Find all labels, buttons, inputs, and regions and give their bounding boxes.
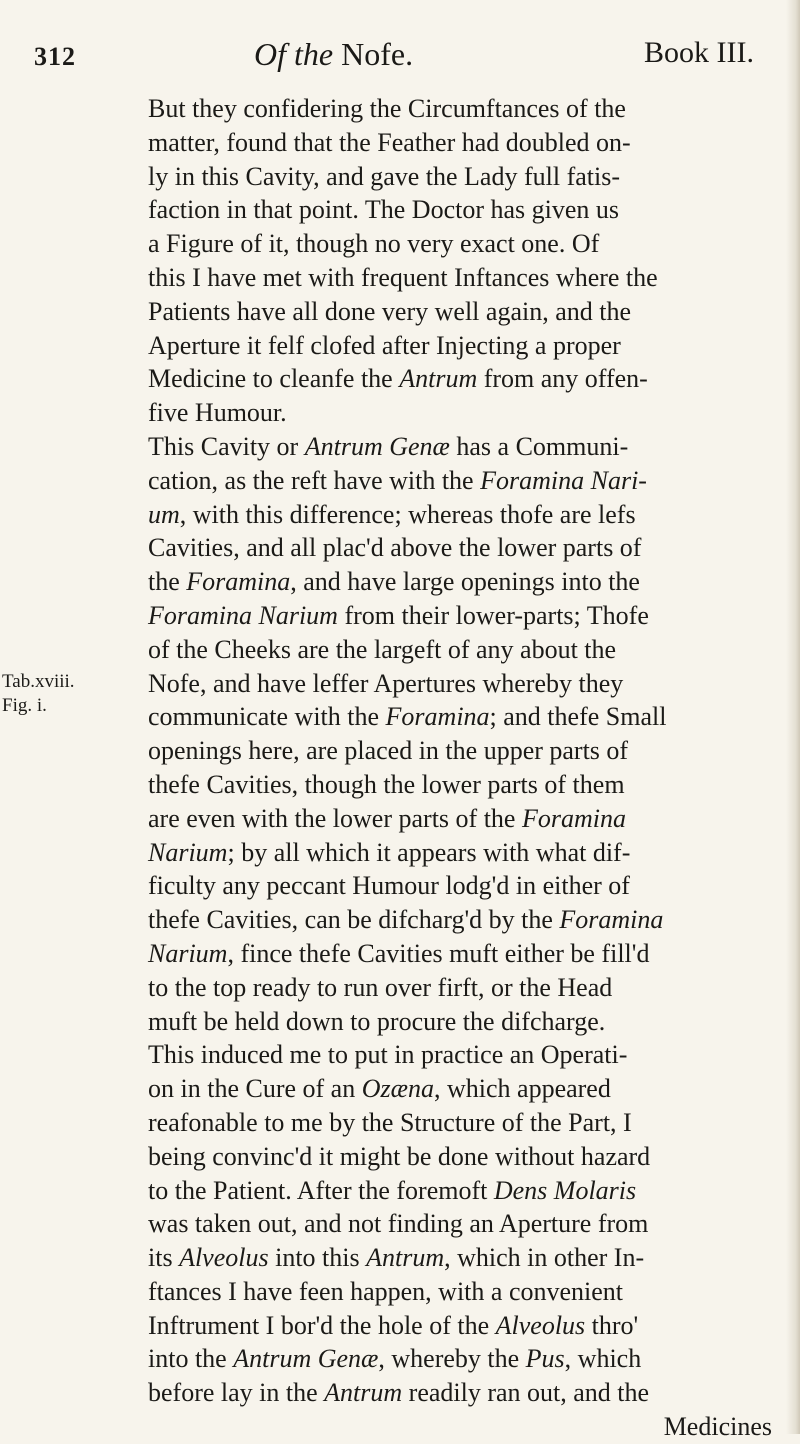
text-line xyxy=(148,802,784,836)
text-segment: cation, as the reft have with the xyxy=(148,465,481,495)
text-line xyxy=(148,1106,784,1140)
text-segment: matter, found that the Feather had doubled on- xyxy=(148,127,631,157)
text-segment: , whereby the xyxy=(378,1344,526,1374)
text-segment: reafonable to me by the Structure of the Part, I xyxy=(148,1107,632,1137)
text-line xyxy=(148,329,784,363)
italic-term: Foramina xyxy=(559,905,664,935)
italic-term: Foramina xyxy=(521,803,626,833)
italic-term: Foramina Narium xyxy=(148,600,338,630)
text-segment: its xyxy=(148,1243,180,1273)
text-segment: into the xyxy=(148,1344,234,1374)
italic-term: Ozæna xyxy=(361,1074,434,1104)
text-line xyxy=(148,1410,784,1444)
text-segment: thefe Cavities, can be difcharg'd by the xyxy=(148,905,560,935)
book-label: Book III. xyxy=(644,36,754,69)
text-segment: to the Patient. After the foremoft xyxy=(148,1175,494,1205)
text-segment: ficulty any peccant Humour lodg'd in either of xyxy=(148,871,630,901)
text-line xyxy=(148,903,784,937)
italic-term: Alveolus xyxy=(179,1243,269,1273)
text-line xyxy=(148,768,784,802)
text-segment: muft be held down to procure the difcharge. xyxy=(148,1006,606,1036)
text-segment: , which appeared xyxy=(433,1074,611,1104)
italic-term: Antrum Genæ xyxy=(233,1344,379,1374)
text-line xyxy=(148,1005,784,1039)
text-line xyxy=(148,1342,784,1376)
italic-term: Alveolus xyxy=(495,1310,586,1340)
text-line xyxy=(148,464,784,498)
running-title xyxy=(254,36,413,73)
text-segment: Cavities, and all plac'd above the lower parts of xyxy=(148,533,642,563)
text-segment: , which xyxy=(564,1344,642,1374)
text-line xyxy=(148,565,784,599)
italic-term: Antrum xyxy=(324,1378,403,1408)
text-segment: has a Communi- xyxy=(449,431,629,461)
text-line xyxy=(148,599,784,633)
text-segment: Nofe, and have leffer Apertures whereby they xyxy=(148,668,624,698)
italic-term: Foramina xyxy=(186,567,291,597)
text-segment: into this xyxy=(268,1243,367,1273)
text-segment: readily ran out, and the xyxy=(402,1378,650,1408)
text-segment: , which in other In- xyxy=(444,1243,645,1273)
text-segment: , with this difference; whereas thofe are lefs xyxy=(179,499,636,529)
text-segment: Aperture it felf clofed after Injecting a proper xyxy=(148,330,621,360)
text-line xyxy=(148,869,784,903)
italic-term: Foramina xyxy=(385,702,490,732)
text-line xyxy=(148,1309,784,1343)
text-segment: from any offen- xyxy=(477,364,648,394)
text-segment: to the top ready to run over firft, or the Head xyxy=(148,972,613,1002)
text-line xyxy=(148,700,784,734)
text-line xyxy=(148,836,784,870)
text-line xyxy=(148,531,784,565)
text-line xyxy=(148,1038,784,1072)
text-segment: was taken out, and not finding an Aperture from xyxy=(148,1209,649,1239)
text-line xyxy=(148,1207,784,1241)
text-segment: ly in this Cavity, and gave the Lady full fatis- xyxy=(148,161,620,191)
body-text xyxy=(148,92,784,1444)
page-number: 312 xyxy=(34,42,76,71)
text-segment: the xyxy=(148,567,187,597)
text-line xyxy=(148,937,784,971)
text-segment: a Figure of it, though no very exact one. Of xyxy=(148,229,600,259)
text-segment: ftances I have feen happen, with a convenient xyxy=(148,1276,624,1306)
text-segment: , and have large openings into the xyxy=(290,567,640,597)
italic-term: um xyxy=(148,499,180,529)
text-line xyxy=(148,1140,784,1174)
italic-term: Pus xyxy=(525,1344,565,1374)
text-segment: from their lower-parts; Thofe xyxy=(337,600,649,630)
text-line xyxy=(148,261,784,295)
page-edge-shadow xyxy=(786,0,800,1434)
text-line xyxy=(148,971,784,1005)
text-line xyxy=(148,295,784,329)
text-line xyxy=(148,193,784,227)
text-segment: openings here, are placed in the upper parts of xyxy=(148,736,629,766)
text-segment: faction in that point. The Doctor has given us xyxy=(148,195,620,225)
text-segment: Inftrument I bor'd the hole of the xyxy=(148,1310,496,1340)
text-segment: are even with the lower parts of the xyxy=(148,803,522,833)
text-line xyxy=(148,633,784,667)
text-line xyxy=(148,396,784,430)
text-segment: ; and thefe Small xyxy=(489,702,667,732)
italic-term: Dens Molaris xyxy=(493,1175,637,1205)
text-segment: Patients have all done very well again, and the xyxy=(148,296,632,326)
text-segment: five Humour. xyxy=(148,398,287,428)
text-segment: before lay in the xyxy=(148,1378,325,1408)
text-segment: thro' xyxy=(585,1310,639,1340)
text-segment: communicate with the xyxy=(148,702,386,732)
text-line xyxy=(148,1275,784,1309)
italic-term: Antrum xyxy=(366,1243,445,1273)
text-line xyxy=(148,92,784,126)
italic-term: Narium xyxy=(148,837,228,867)
text-segment: being convinc'd it might be done without hazard xyxy=(148,1141,651,1171)
margin-note-plate: Tab.xviii. xyxy=(2,671,75,692)
text-line xyxy=(148,1072,784,1106)
running-header xyxy=(0,36,800,86)
text-line xyxy=(148,1174,784,1208)
running-title-plain: Nofe. xyxy=(333,36,414,72)
text-segment: this I have met with frequent Inftances where the xyxy=(148,262,658,292)
text-line xyxy=(148,498,784,532)
text-line xyxy=(148,160,784,194)
text-line xyxy=(148,1241,784,1275)
running-title-italic: Of the xyxy=(254,36,334,72)
text-line xyxy=(148,667,784,701)
text-line xyxy=(148,227,784,261)
text-segment: This induced me to put in practice an Operati- xyxy=(148,1040,628,1070)
text-line xyxy=(148,126,784,160)
text-segment: This Cavity or xyxy=(148,431,305,461)
text-segment: , fince thefe Cavities muft either be fill'd xyxy=(227,938,650,968)
text-segment: Medicine to cleanfe the xyxy=(148,364,400,394)
italic-term: Antrum Genæ xyxy=(304,431,450,461)
italic-term: Foramina Nari- xyxy=(480,465,647,495)
text-segment: ; by all which it appears with what dif- xyxy=(227,837,631,867)
text-segment: on in the Cure of an xyxy=(148,1074,362,1104)
text-line xyxy=(148,430,784,464)
text-segment: But they confidering the Circumftances of the xyxy=(148,94,626,123)
italic-term: Narium xyxy=(148,938,228,968)
text-segment: of the Cheeks are the largeft of any about the xyxy=(148,634,617,664)
text-line xyxy=(148,734,784,768)
text-segment: Medicines xyxy=(663,1412,772,1442)
margin-note-figure: Fig. i. xyxy=(2,695,47,716)
text-line xyxy=(148,362,784,396)
italic-term: Antrum xyxy=(399,364,478,394)
text-line xyxy=(148,1376,784,1410)
text-segment: thefe Cavities, though the lower parts of them xyxy=(148,769,625,799)
